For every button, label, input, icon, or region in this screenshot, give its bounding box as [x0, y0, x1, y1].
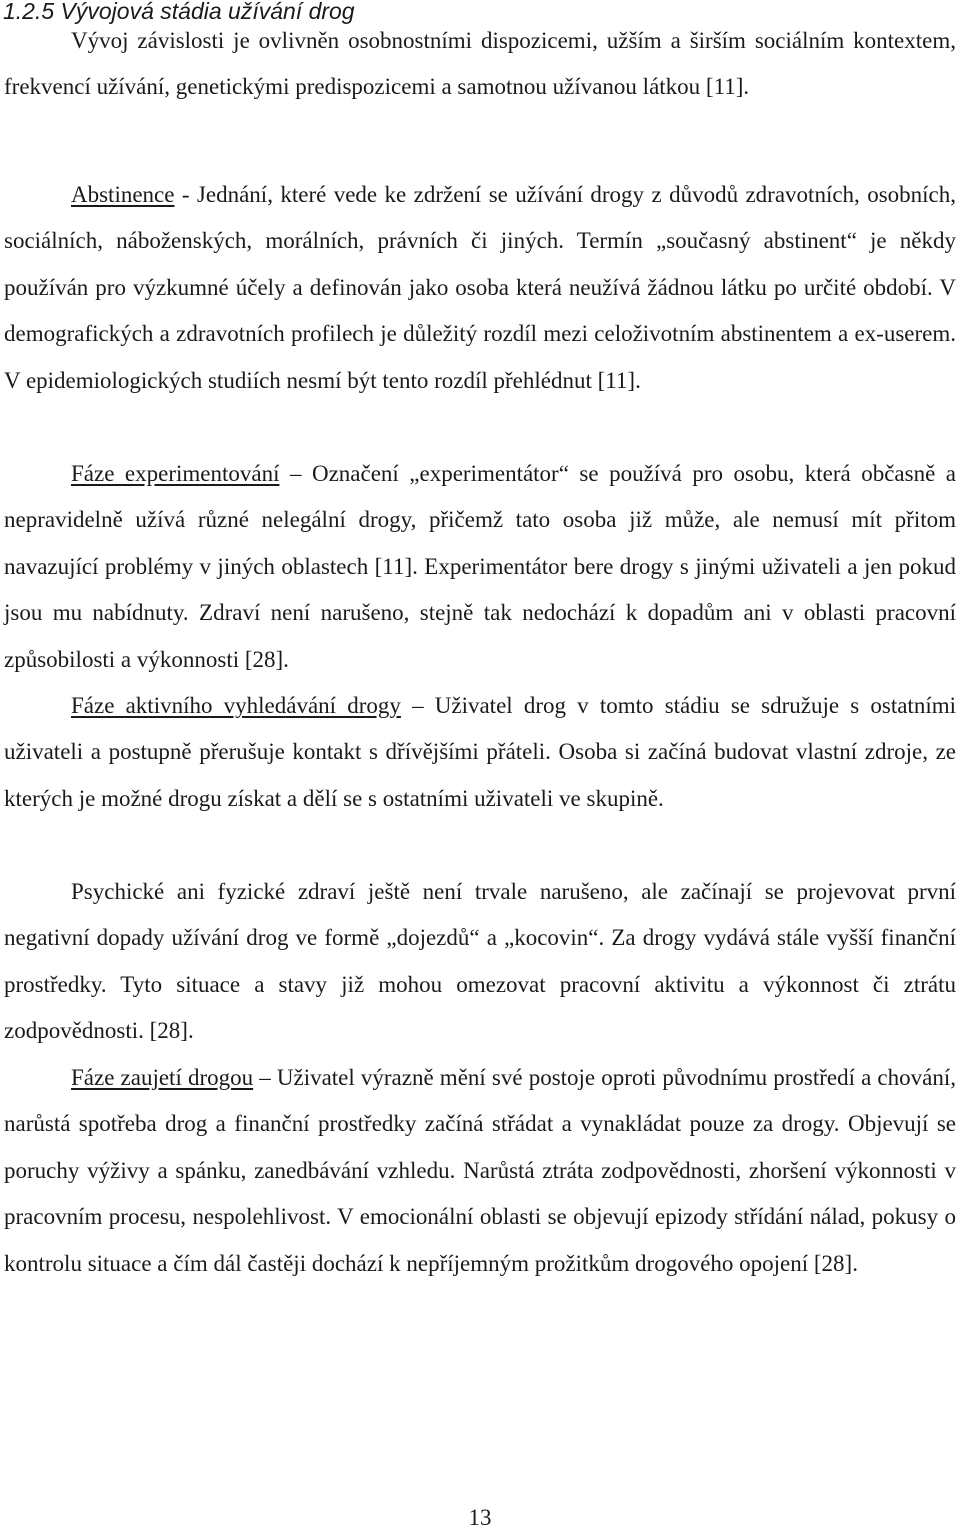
active-search-text: – Uživatel drog v tomto stádiu se sdružuje s ostatními uživateli a postupně přerušuje kontakt s dřívějšími přáteli. Osoba si začíná budovat vlastní zdroje, ze kterých je možné drogu získat a dělí se s ostatními uživateli ve skupině.: [4, 693, 956, 811]
experimentation-text: – Označení „experimentátor“ se používá pro osobu, která občasně a nepravidelně užívá různé nelegální drogy, přičemž tato osoba již může, ale nemusí mít přitom navazující problémy v jiných oblastech [11]. Experimentátor bere drogy s jinými uživateli a jen pokud jsou mu nabídnuty. Zdraví není narušeno, stejně tak nedochází k dopadům ani v oblasti pracovní způsobilosti a výkonnosti [28].: [4, 461, 956, 672]
intro-paragraph: [4, 18, 956, 111]
preoccupation-term: Fáze zaujetí drogou: [71, 1065, 254, 1090]
abstinence-text: - Jednání, které vede ke zdržení se užívání drogy z důvodů zdravotních, osobních, sociálních, náboženských, morálních, právních či jiných. Termín „současný abstinent“ je někdy používán pro výzkumné účely a definován jako osoba která neužívá žádnou látku po určité období. V demografických a zdravotních profilech je důležitý rozdíl mezi celoživotním abstinentem a ex-userem. V epidemiologických studiích nesmí být tento rozdíl přehlédnut [11].: [4, 182, 956, 393]
abstinence-paragraph: [4, 172, 956, 404]
page-number: 13: [468, 1505, 492, 1530]
intro-text: Vývoj závislosti je ovlivněn osobnostními dispozicemi, užším a širším sociálním kontextem, frekvencí užívání, genetickými predispozicemi a samotnou užívanou látkou [11].: [4, 28, 956, 100]
health-text: Psychické ani fyzické zdraví ještě není trvale narušeno, ale začínají se projevovat první negativní dopady užívání drog ve formě „dojezdů“ a „kocovin“. Za drogy vydává stále vyšší finanční prostředky. Tyto situace a stavy již mohou omezovat pracovní aktivitu a výkonnost či ztrátu zodpovědnosti. [28].: [4, 879, 956, 1044]
experimentation-paragraph: [4, 451, 956, 683]
experimentation-term: Fáze experimentování: [71, 461, 280, 486]
active-search-term: Fáze aktivního vyhledávání drogy: [71, 693, 401, 718]
active-search-paragraph: [4, 683, 956, 822]
section-heading: 1.2.5 Vývojová stádia užívání drog: [3, 0, 355, 24]
abstinence-term: Abstinence: [71, 182, 175, 207]
health-paragraph: [4, 869, 956, 1055]
preoccupation-paragraph: [4, 1055, 956, 1287]
preoccupation-text: – Uživatel výrazně mění své postoje oproti původnímu prostředí a chování, narůstá spotřeba drog a finanční prostředky začíná střádat a vynakládat pouze za drogy. Objevují se poruchy výživy a spánku, zanedbávání vzhledu. Narůstá ztráta zodpovědnosti, zhoršení výkonnosti v pracovním procesu, nespolehlivost. V emocionální oblasti se objevují epizody střídání nálad, pokusy o kontrolu situace a čím dál častěji dochází k nepříjemným prožitkům drogového opojení [28].: [4, 1065, 956, 1276]
